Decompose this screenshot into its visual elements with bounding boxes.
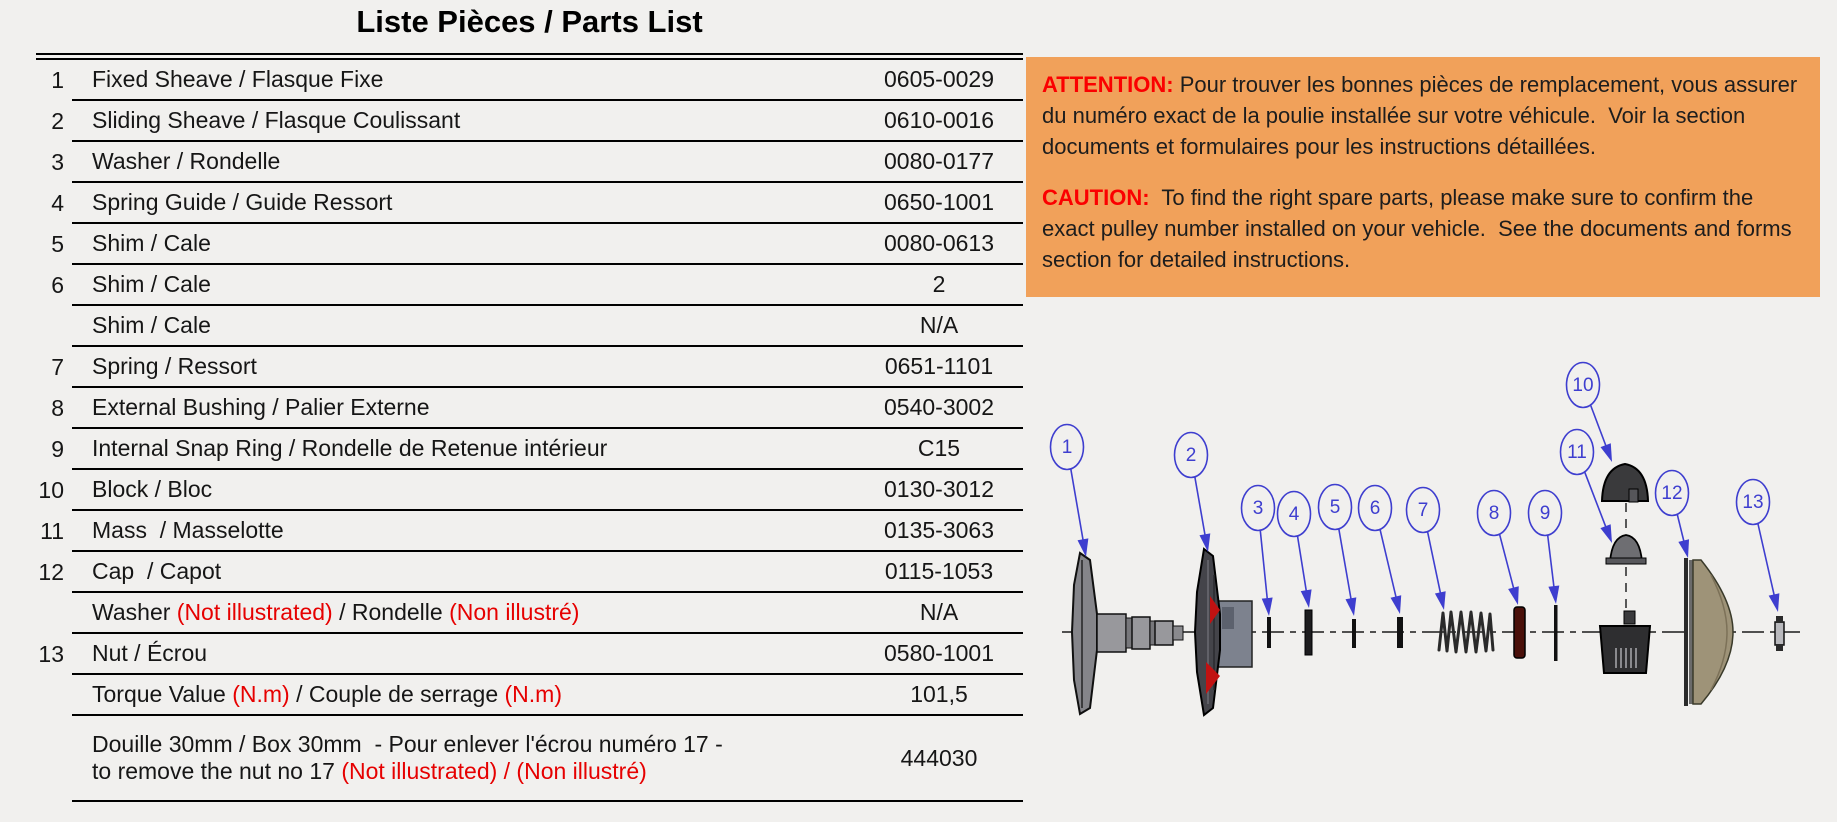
description-cell: Internal Snap Ring / Rondelle de Retenue intérieur [72, 429, 855, 470]
row-number-cell: 12 [38, 559, 64, 585]
row-number-cell: 4 [51, 190, 64, 216]
svg-text:8: 8 [1488, 503, 1500, 525]
diagram-callout-8 [1478, 491, 1519, 606]
part-number-cell: 0115-1053 [855, 552, 1023, 593]
parts-table [36, 53, 1023, 802]
caution-text: To find the right spare parts, please make sure to confirm the exact pulley number installed on your vehicle. See the documents and forms section for detailed instructions. [1042, 185, 1798, 272]
block-illustration [1602, 464, 1648, 502]
row-number-cell: 11 [40, 518, 64, 544]
row-number-cell: 8 [51, 395, 64, 421]
cap-illustration [1684, 558, 1733, 706]
part-number-cell: 444030 [855, 716, 1023, 802]
row-number-cell: 5 [51, 231, 64, 257]
part-number-cell: 0540-3002 [855, 388, 1023, 429]
table-row [36, 429, 1023, 470]
description-cell: Block / Bloc [72, 470, 855, 511]
row-number-cell [36, 675, 72, 716]
parts-table-rows [36, 60, 1023, 802]
diagram-callout-3 [1242, 486, 1275, 617]
description-cell: Shim / Cale [72, 306, 855, 347]
part-number-cell: 0580-1001 [855, 634, 1023, 675]
notice-box [1026, 57, 1820, 297]
table-row [36, 634, 1023, 675]
svg-text:3: 3 [1252, 498, 1264, 520]
description-cell: Douille 30mm / Box 30mm - Pour enlever l'écrou numéro 17 - to remove the nut no 17 (Not illustrated) / (Non illustré) [72, 716, 855, 802]
description-cell: Spring / Ressort [72, 347, 855, 388]
diagram-callout-1 [1051, 425, 1089, 558]
part-number-cell: 0605-0029 [855, 60, 1023, 101]
table-row [36, 675, 1023, 716]
snap-ring-illustration [1554, 605, 1558, 661]
diagram-callout-4 [1278, 492, 1312, 609]
part-number-cell: 2 [855, 265, 1023, 306]
row-number-cell: 1 [51, 67, 64, 93]
part-number-cell: 101,5 [855, 675, 1023, 716]
description-cell: Shim / Cale [72, 224, 855, 265]
row-number-cell: 6 [51, 272, 64, 298]
table-row [36, 60, 1023, 101]
spring-guide-illustration [1305, 610, 1312, 655]
part-number-cell: 0080-0177 [855, 142, 1023, 183]
svg-text:13: 13 [1742, 492, 1764, 514]
part-number-cell: C15 [855, 429, 1023, 470]
diagram-callout-12 [1656, 471, 1690, 559]
fixed-sheave-illustration [1072, 553, 1183, 714]
svg-text:4: 4 [1288, 504, 1300, 526]
shim-6-illustration [1397, 617, 1403, 648]
part-number-cell: 0080-0613 [855, 224, 1023, 265]
row-number-cell [36, 306, 72, 347]
diagram-callout-9 [1529, 491, 1562, 605]
block-assembled-illustration [1600, 611, 1650, 673]
external-bushing-illustration [1514, 607, 1525, 658]
table-row [36, 142, 1023, 183]
table-row [36, 511, 1023, 552]
row-number-cell: 2 [51, 108, 64, 134]
table-row [36, 470, 1023, 511]
part-number-cell: 0650-1001 [855, 183, 1023, 224]
description-cell: Cap / Capot [72, 552, 855, 593]
svg-text:6: 6 [1369, 498, 1381, 520]
caution-paragraph [1042, 182, 1804, 275]
part-number-cell: N/A [855, 306, 1023, 347]
attention-paragraph [1042, 69, 1804, 162]
description-cell: Fixed Sheave / Flasque Fixe [72, 60, 855, 101]
table-row [36, 183, 1023, 224]
svg-text:10: 10 [1572, 375, 1594, 397]
description-cell: Washer / Rondelle [72, 142, 855, 183]
page-title: Liste Pièces / Parts List [356, 4, 703, 39]
description-cell: Sliding Sheave / Flasque Coulissant [72, 101, 855, 142]
shim-5-illustration [1352, 619, 1356, 648]
sliding-sheave-illustration [1195, 549, 1252, 715]
svg-text:2: 2 [1185, 445, 1197, 467]
table-row [36, 552, 1023, 593]
table-row [36, 306, 1023, 347]
description-cell: Torque Value (N.m) / Couple de serrage (N.m) [72, 675, 855, 716]
description-cell: Washer (Not illustrated) / Rondelle (Non illustré) [72, 593, 855, 634]
table-row [36, 101, 1023, 142]
table-row [36, 265, 1023, 306]
description-cell: Nut / Écrou [72, 634, 855, 675]
part-number-cell: 0130-3012 [855, 470, 1023, 511]
diagram-callout-2 [1175, 433, 1211, 553]
row-number-cell: 10 [38, 477, 64, 503]
svg-text:7: 7 [1417, 500, 1429, 522]
part-number-cell: N/A [855, 593, 1023, 634]
diagram-callout-13 [1737, 480, 1780, 613]
description-cell: External Bushing / Palier Externe [72, 388, 855, 429]
description-cell: Spring Guide / Guide Ressort [72, 183, 855, 224]
caution-label: CAUTION: [1042, 185, 1150, 210]
svg-text:5: 5 [1329, 497, 1341, 519]
table-row [36, 716, 1023, 802]
table-row [36, 593, 1023, 634]
diagram-callout-6 [1359, 486, 1402, 615]
row-number-cell: 9 [51, 436, 64, 462]
row-number-cell: 13 [38, 641, 64, 667]
part-number-cell: 0135-3063 [855, 511, 1023, 552]
mass-illustration [1606, 535, 1646, 564]
row-number-cell [36, 716, 72, 802]
exploded-view-diagram [1030, 300, 1837, 822]
nut-illustration [1775, 616, 1784, 651]
svg-text:1: 1 [1061, 437, 1073, 459]
row-number-cell: 7 [51, 354, 64, 380]
svg-text:9: 9 [1539, 503, 1551, 525]
svg-text:12: 12 [1661, 483, 1683, 505]
attention-label: ATTENTION: [1042, 72, 1174, 97]
diagram-callout-7 [1407, 488, 1446, 611]
description-cell: Shim / Cale [72, 265, 855, 306]
table-row [36, 388, 1023, 429]
table-top-double-rule [36, 53, 1023, 60]
table-row [36, 224, 1023, 265]
table-row [36, 347, 1023, 388]
row-number-cell [36, 593, 72, 634]
description-cell: Mass / Masselotte [72, 511, 855, 552]
part-number-cell: 0610-0016 [855, 101, 1023, 142]
diagram-callout-5 [1319, 485, 1357, 617]
svg-text:11: 11 [1567, 442, 1587, 464]
row-number-cell: 3 [51, 149, 64, 175]
attention-text: Pour trouver les bonnes pièces de remplacement, vous assurer du numéro exact de la poulie installée sur votre véhicule. Voir la section documents et formulaires pour les instructions détaillées. [1042, 72, 1804, 159]
callout-group [1051, 363, 1780, 617]
part-number-cell: 0651-1101 [855, 347, 1023, 388]
washer-illustration [1267, 617, 1271, 648]
